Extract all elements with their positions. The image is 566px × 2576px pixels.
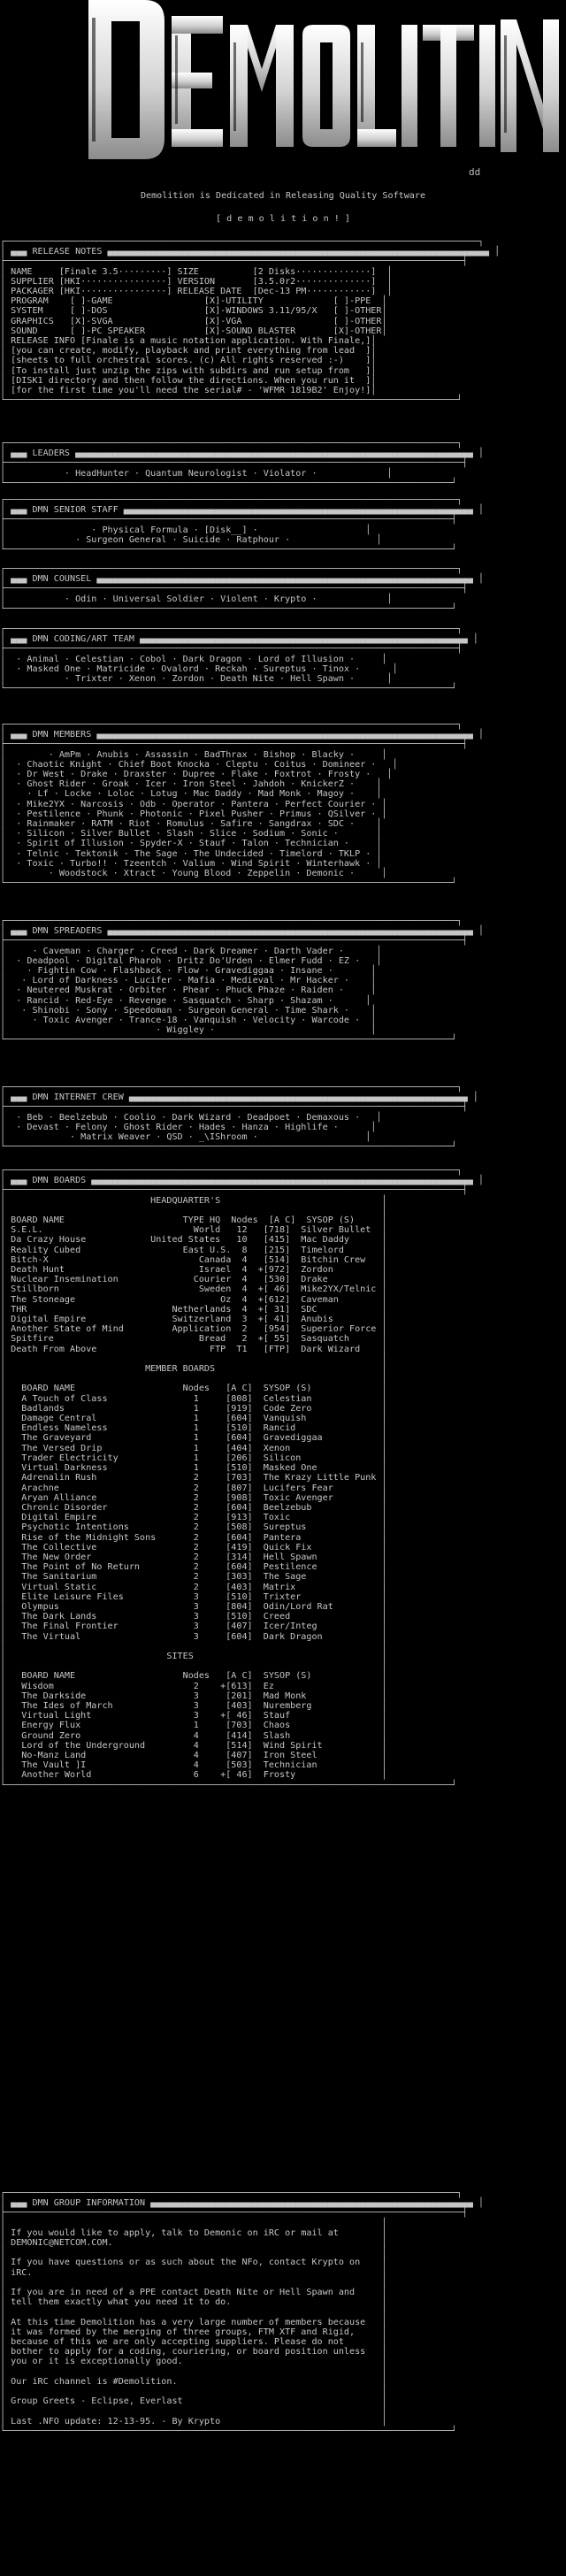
- senior-staff-box: ┌────────────────────────────────────────────────────────────────────────────────────┐ │ ▄▄▄ DMN SENIOR STAFF ▄▄▄▄▄▄▄▄▄▄▄▄▄▄▄▄▄▄▄▄▄▄▄▄▄▄▄▄▄▄▄▄▄▄▄▄▄▄▄▄▄▄▄▄▄▄▄▄▄▄▄▄▄▄▄▄▄▄▄▄▄▄▄▄▄ │ ├───────────────────────────────────────────────────────────────────────────────────┤ │ · Physical Formula · [Disk__] · │ │ · Surgeon General · Suicide · Ratphour · │ └───────────────────────────────────────────────────────────────────────────────────┘: [0, 495, 484, 556]
- counsel-box: ┌────────────────────────────────────────────────────────────────────────────────────┐ │ ▄▄▄ DMN COUNSEL ▄▄▄▄▄▄▄▄▄▄▄▄▄▄▄▄▄▄▄▄▄▄▄▄▄▄▄▄▄▄▄▄▄▄▄▄▄▄▄▄▄▄▄▄▄▄▄▄▄▄▄▄▄▄▄▄▄▄▄▄▄▄▄▄▄▄▄▄▄▄ │ ├─────────────────────────────────────────────────────────────────────────────────────┤ │ · Odin · Universal Soldier · Violent · Krypto · │ └───────────────────────────────────────────────────────────────────────────────────┘: [0, 564, 484, 614]
- demolition-logo: [0, 0, 566, 181]
- internet-crew-box: ┌────────────────────────────────────────────────────────────────────────────────────┐ │ ▄▄▄ DMN INTERNET CREW ▄▄▄▄▄▄▄▄▄▄▄▄▄▄▄▄▄▄▄▄▄▄▄▄▄▄▄▄▄▄▄▄▄▄▄▄▄▄▄▄▄▄▄▄▄▄▄▄▄▄▄▄▄▄▄▄▄▄▄▄▄▄▄ │ ├─────────────────────────────────────────────────────────────────────────────────────┤ │ · Beb · Beelzebub · Coolio · Dark Wizard · Deadpoet · Demaxous · │ │ · Devast · Felony · Ghost Rider · Hades · Hanza · Highlife · │ │ · Matrix Weaver · QSD · _\IShroom · │ └───────────────────────────────────────────────────────────────────────────────────┘: [0, 1083, 478, 1153]
- release-notes-box: ┌────────────────────────────────────────────────────────────────────────────────────────┐ │ ▄▄▄ RELEASE NOTES ▄▄▄▄▄▄▄▄▄▄▄▄▄▄▄▄▄▄▄▄▄▄▄▄▄▄▄▄▄▄▄▄▄▄▄▄▄▄▄▄▄▄▄▄▄▄▄▄▄▄▄▄▄▄▄▄▄▄▄▄▄▄▄▄▄▄▄▄▄▄▄ │ ├─────────────────────────────────────────────────────────────────────────────────────┤ │ NAME [Finale 3.5·········] SIZE [2 Disks··············] │ │ SUPPLIER [HKI················] VERSION [3.5.0r2··············] │ │ PACKAGER [HKI················] RELEASE DATE [Dec-13 PM············] │ │ PROGRAM [ ]-GAME [X]-UTILITY [ ]-PPE │ │ SYSTEM [ ]-DOS [X]-WINDOWS 3.11/95/X [ ]-OTHER│ │ GRAPHICS [X]-SVGA [X]-VGA [ ]-OTHER│ │ SOUND [ ]-PC SPEAKER [X]-SOUND BLASTER [X]-OTHER│ │ RELEASE INFO [Finale is a music notation application. With Finale,]│ │ [you can create, modify, playback and print everything from lead ]│ │ [sheets to full orchestral scores. (c) All rights reserved :-) ]│ │ [To install just unzip the zips with subdirs and run setup from ]│ │ [DISK1 directory and then follow the directions. When you run it ]│ │ [for the first time you'll need the serial# - 'WFMR 1819B2' Enjoy!]│ └────────────────────────────────────────────────────────────────────────────────────┘: [0, 237, 501, 406]
- group-brand: [ d e m o l i t i o n ! ]: [216, 214, 350, 224]
- coding-art-team-box: ┌────────────────────────────────────────────────────────────────────────────────────┐ │ ▄▄▄ DMN CODING/ART TEAM ▄▄▄▄▄▄▄▄▄▄▄▄▄▄▄▄▄▄▄▄▄▄▄▄▄▄▄▄▄▄▄▄▄▄▄▄▄▄▄▄▄▄▄▄▄▄▄▄▄▄▄▄▄▄▄▄▄▄▄▄▄ │ ├────────────────────────────────────────────────────────────────────────────────────┤ │ · Animal · Celestian · Cobol · Dark Dragon · Lord of Illusion · │ │ · Masked One · Matricide · Ovalord · Reckah · Sureptus · Tinox · │ │ · Trixter · Xenon · Zordon · Death Nite · Hell Spawn · │ └───────────────────────────────────────────────────────────────────────────────────┘: [0, 625, 478, 694]
- spreaders-box: ┌────────────────────────────────────────────────────────────────────────────────────┐ │ ▄▄▄ DMN SPREADERS ▄▄▄▄▄▄▄▄▄▄▄▄▄▄▄▄▄▄▄▄▄▄▄▄▄▄▄▄▄▄▄▄▄▄▄▄▄▄▄▄▄▄▄▄▄▄▄▄▄▄▄▄▄▄▄▄▄▄▄▄▄▄▄▄▄▄▄▄ │ ├─────────────────────────────────────────────────────────────────────────────────────┤ │ · Caveman · Charger · Creed · Dark Dreamer · Darth Vader · │ │ · Deadpool · Digital Pharoh · Dritz Do'Urden · Elmer Fudd · EZ · │ │ · Fightin Cow · Flashback · Flow · Gravediggaa · Insane · │ │ · Lord of Darkness · Lucifer · Mafia · Medieval · Mr Hacker · │ │ · Neutered Muskrat · Orbiter · Phear · Phuck Phaze · Raiden · │ │ · Rancid · Red-Eye · Revenge · Sasquatch · Sharp · Shazam · │ │ · Shinobi · Sony · Speedoman · Surgeon General · Time Shark · │ │ · Toxic Avenger · Trance-18 · Vanquish · Velocity · Warcode · │ │ · Wiggley · │ └───────────────────────────────────────────────────────────────────────────────────┘: [0, 916, 484, 1046]
- group-information-box: ┌────────────────────────────────────────────────────────────────────────────────────┐ │ ▄▄▄ DMN GROUP INFORMATION ▄▄▄▄▄▄▄▄▄▄▄▄▄▄▄▄▄▄▄▄▄▄▄▄▄▄▄▄▄▄▄▄▄▄▄▄▄▄▄▄▄▄▄▄▄▄▄▄▄▄▄▄▄▄▄▄▄▄▄▄ │ ├─────────────────────────────────────────────────────────────────────────────────────┤ │ │ │ If you would like to apply, talk to Demonic on iRC or mail at │ │ DEMONIC@NETCOM.COM. │ │ │ │ If you have questions or as such about the NFo, contact Krypto on │ │ iRC. │ │ │ │ If you are in need of a PPE contact Death Nite or Hell Spawn and │ │ tell them exactly what you need it to do. │ │ │ │ At this time Demolition has a very large number of members because │ │ it was formed by the merging of three groups, FTM XTF and Rigid, │ │ because of this we are only accepting suppliers. Please do not │ │ bother to apply for a coding, couriering, or board position unless │ │ you or it is exceptionally good. │ │ │ │ Our iRC channel is #Demolition. │ │ │ │ Group Greets - Eclipse, Everlast │ │ │ │ Last .NFO update: 12-13-95. - By Krypto │ └───────────────────────────────────────────────────────────────────────────────────┘: [0, 2189, 484, 2436]
- logo-tag: dd: [469, 166, 481, 178]
- leaders-box: ┌────────────────────────────────────────────────────────────────────────────────────┐ │ ▄▄▄ LEADERS ▄▄▄▄▄▄▄▄▄▄▄▄▄▄▄▄▄▄▄▄▄▄▄▄▄▄▄▄▄▄▄▄▄▄▄▄▄▄▄▄▄▄▄▄▄▄▄▄▄▄▄▄▄▄▄▄▄▄▄▄▄▄▄▄▄▄▄▄▄▄▄▄▄▄ │ ├─────────────────────────────────────────────────────────────────────────────────────┤ │ · HeadHunter · Quantum Neurologist · Violator · │ └───────────────────────────────────────────────────────────────────────────────────┘: [0, 439, 484, 488]
- dedication-line: Demolition is Dedicated in Releasing Quality Software: [140, 191, 426, 201]
- members-box: ┌────────────────────────────────────────────────────────────────────────────────────┐ │ ▄▄▄ DMN MEMBERS ▄▄▄▄▄▄▄▄▄▄▄▄▄▄▄▄▄▄▄▄▄▄▄▄▄▄▄▄▄▄▄▄▄▄▄▄▄▄▄▄▄▄▄▄▄▄▄▄▄▄▄▄▄▄▄▄▄▄▄▄▄▄▄▄▄▄▄▄▄▄ │ ├─────────────────────────────────────────────────────────────────────────────────────┤ │ · AmPm · Anubis · Assassin · BadThrax · Bishop · Blacky · │ │ · Chaotic Knight · Chief Boot Knocka · Cleptu · Coitus · Domineer · │ │ · Dr West · Drake · Draxster · Dupree · Flake · Foxtrot · Frosty · │ │ · Ghost Rider · Groak · Icer · Iron Steel · Jahdoh · KnickerZ · │ │ · Lf · Locke · Loloc · Lotug · Mac Daddy · Mad Monk · Magoy · │ │ · Mike2YX · Narcosis · Odb · Operator · Pantera · Perfect Courier · │ │ · Pestilence · Phunk · Photonic · Pixel Pusher · Primus · QSilver · │ │ · Rainmaker · RATM · Riot · Romulus · Safire · Sangdrax · SDC · │ │ · Silicon · Silver Bullet · Slash · Slice · Sodium · Sonic · │ │ · Spirit of Illusion · Spyder-X · Stauf · Talon · Technician · │ │ · Telnic · Tektonik · The Sage · The Undecided · Timelord · TKLP · │ │ · Toxic · Turbo!! · Tzeentch · Valium · Wind Spirit · Winterhawk · │ │ · Woodstock · Xtract · Young Blood · Zeppelin · Demonic · │ └───────────────────────────────────────────────────────────────────────────────────┘: [0, 720, 484, 889]
- boards-box: ┌────────────────────────────────────────────────────────────────────────────────────┐ │ ▄▄▄ DMN BOARDS ▄▄▄▄▄▄▄▄▄▄▄▄▄▄▄▄▄▄▄▄▄▄▄▄▄▄▄▄▄▄▄▄▄▄▄▄▄▄▄▄▄▄▄▄▄▄▄▄▄▄▄▄▄▄▄▄▄▄▄▄▄▄▄▄▄▄▄▄▄▄▄ │ ├─────────────────────────────────────────────────────────────────────────────────────┤ │ HEADQUARTER'S │ │ │ │ BOARD NAME TYPE HQ Nodes [A C] SYSOP (S) │ │ S.E.L. World 12 [718] Silver Bullet │ │ Da Crazy House United States 10 [415] Mac Daddy │ │ Reality Cubed East U.S. 8 [215] Timelord │ │ Bitch-X Canada 4 [514] Bitchin Crew │ │ Death Hunt Israel 4 +[972] Zordon │ │ Nuclear Insemination Courier 4 [530] Drake │ │ Stillborn Sweden 4 +[ 46] Mike2YX/Telnic │ │ The Stoneage Oz 4 +[612] Caveman │ │ THR Netherlands 4 +[ 31] SDC │ │ Digital Empire Switzerland 3 +[ 41] Anubis │ │ Another State of Mind Application 2 [954] Superior Force │ │ Spitfire Bread 2 +[ 55] Sasquatch │ │ Death From Above FTP T1 [FTP] Dark Wizard │ │ │ │ MEMBER BOARDS │ │ │ │ BOARD NAME Nodes [A C] SYSOP (S) │ │ A Touch of Class 1 [808] Celestian │ │ Badlands 1 [919] Code Zero │ │ Damage Central 1 [604] Vanquish │ │ Endless Nameless 1 [510] Rancid │ │ The Graveyard 1 [604] Gravediggaa │ │ The Versed Drip 1 [404] Xenon │ │ Trader Electricity 1 [206] Silicon │ │ Virtual Darkness 1 [510] Masked One │ │ Adrenalin Rush 2 [703] The Krazy Little Punk │ │ Arachne 2 [807] Lucifers Fear │ │ Aryan Alliance 2 [908] Toxic Avenger │ │ Chronic Disorder 2 [604] Beelzebub │ │ Digital Empire 2 [913] Toxic │ │ Psychotic Intentions 2 [508] Sureptus │ │ Rise of the Midnight Sons 2 [604] Pantera │ │ The Collective 2 [419] Quick Fix │ │ The New Order 2 [314] Hell Spawn │ │ The Point of No Return 2 [604] Pestilence │ │ The Sanitarium 2 [303] The Sage │ │ Virtual Static 2 [403] Matrix │ │ Elite Leisure Files 3 [510] Trixter │ │ Olympus 3 [804] Odin/Lord Rat │ │ The Dark Lands 3 [510] Creed │ │ The Final Frontier 3 [407] Icer/Integ │ │ The Virtual 3 [604] Dark Dragon │ │ │ │ SITES │ │ │ │ BOARD NAME Nodes [A C] SYSOP (S) │ │ Wisdom 2 +[613] Ez │ │ The Darkside 3 [201] Mad Monk │ │ The Ides of March 3 [403] Nuremberg │ │ Virtual Light 3 +[ 46] Stauf │ │ Energy Flux 1 [703] Chaos │ │ Ground Zero 4 [414] Slash │ │ Lord of the Underground 4 [514] Wind Spirit │ │ No-Manz Land 4 [407] Iron Steel │ │ The Vault ]I 4 [503] Technician │ │ Another World 6 +[ 46] Frosty │ └───────────────────────────────────────────────────────────────────────────────────┘: [0, 1166, 484, 1790]
